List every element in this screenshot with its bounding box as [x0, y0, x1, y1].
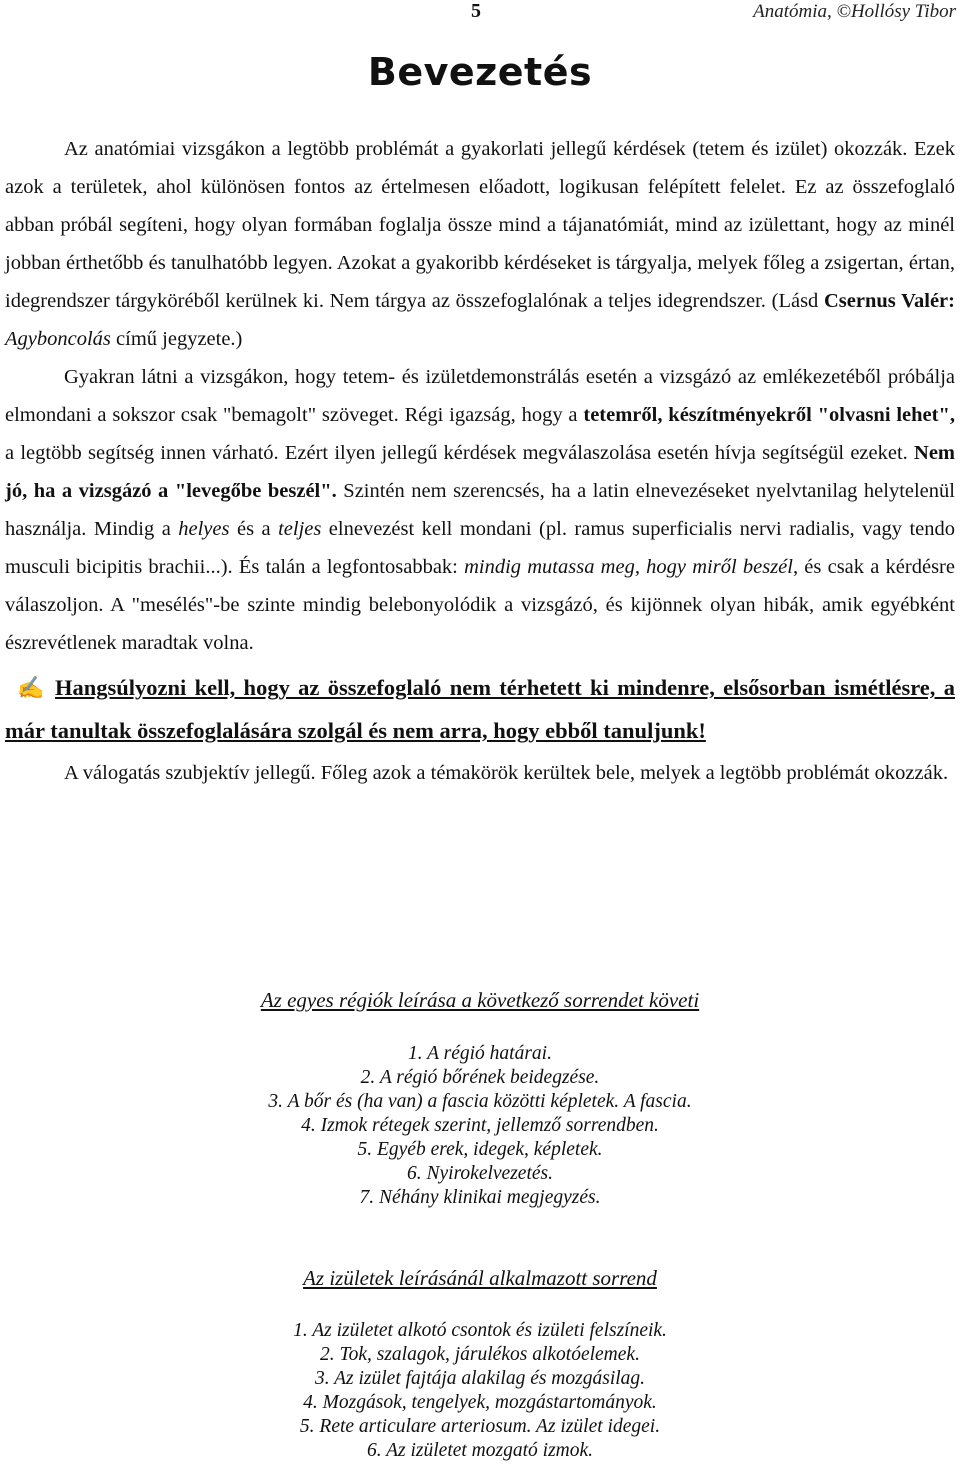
page-title: Bevezetés: [367, 50, 593, 94]
list-item: 6. Az izületet mozgató izmok.: [366, 1440, 594, 1461]
italic-phrase: mindig mutassa meg, hogy miről beszél: [464, 556, 793, 578]
list-item: 1. Az izületet alkotó csontok és izületi felszíneik.: [293, 1320, 667, 1341]
paragraph-intro: [5, 130, 955, 358]
list-item: 2. Tok, szalagok, járulékos alkotóelemek.: [320, 1344, 640, 1365]
joint-order-list: [0, 1319, 960, 1463]
region-order-list: [0, 1042, 960, 1210]
italic-word: teljes: [278, 518, 322, 540]
list-item: 6. Nyirokelvezetés.: [406, 1163, 553, 1184]
section-heading-regions: Az egyes régiók leírása a következő sorrendet követi: [260, 988, 700, 1012]
page-number: 5: [471, 0, 481, 22]
section-heading-joints: Az izületek leírásánál alkalmazott sorrend: [303, 1266, 657, 1290]
text-run: Szintén nem szerencsés, ha a latin elnevezéseket nyelvtanilag helytelenül használja. Mindig a: [5, 480, 955, 540]
running-title: Anatómia, ©Hollósy Tibor: [753, 1, 956, 22]
main-content: [5, 130, 955, 792]
text-run: című jegyzete.): [110, 328, 243, 350]
text-run: , és csak a kérdésre válaszoljon. A "mesélés"-be szinte mindig belebonyolódik a vizsgázó, és kijönnek olyan hibák, amik egyébként észrevétlenek maradtak volna.: [5, 556, 955, 654]
page-header: [0, 0, 960, 30]
emphasis-note: [5, 666, 955, 752]
book-title: Agyboncolás: [5, 328, 111, 350]
list-item: 4. Mozgások, tengelyek, mozgástartományok.: [303, 1392, 657, 1413]
list-item: 5. Egyéb erek, idegek, képletek.: [357, 1139, 603, 1160]
text-run: Az anatómiai vizsgákon a legtöbb problémát a gyakorlati jellegű kérdések (tetem és izület) okozzák. Ezek azok a területek, ahol különösen fontos az értelmesen előadott, logikusan felépített felelet. Ez az összefoglaló abban próbál segíteni, hogy olyan formában foglalja össze mind a tájanatómiát, mind az izülettant, hogy az minél jobban érthetőbb és tanulhatóbb legyen. Azokat a gyakoribb kérdéseket is tárgyalja, melyek főleg a zsigertan, értan, idegrendszer tárgyköréből kerülnek ki. Nem tárgya az összefoglalónak a teljes idegrendszer. (Lásd: [5, 138, 955, 312]
bold-phrase: Nem jó, ha a vizsgázó a "levegőbe beszél".: [5, 442, 955, 502]
emphasis-text: Hangsúlyozni kell, hogy az összefoglaló nem térhetett ki mindenre, elsősorban ismétlésre, a már tanultak összefoglalására szolgál és nem arra, hogy ebből tanuljunk!: [5, 675, 955, 743]
text-run: Gyakran látni a vizsgákon, hogy tetem- és izületdemonstrálás esetén a vizsgázó az emlékezetéből próbálja elmondani a sokszor csak "bemagolt" szöveget. Régi igazság, hogy a: [5, 366, 955, 426]
bold-phrase: tetemről, készítményekről "olvasni lehet",: [583, 404, 955, 426]
list-item: 2. A régió bőrének beidegzése.: [360, 1067, 600, 1088]
paragraph-selection: A válogatás szubjektív jellegű. Főleg azok a témakörök kerültek bele, melyek a legtöbb problémát okozzák.: [64, 762, 949, 784]
italic-word: helyes: [178, 518, 230, 540]
text-run: a legtöbb segítség innen várható. Ezért ilyen jellegű kérdések megválaszolása esetén hívja segítségül ezeket.: [5, 442, 915, 464]
list-item: 1. A régió határai.: [408, 1043, 552, 1064]
list-item: 4. Izmok rétegek szerint, jellemző sorrendben.: [301, 1115, 659, 1136]
list-item: 7. Néhány klinikai megjegyzés.: [359, 1187, 601, 1208]
writing-hand-icon: ✍: [17, 675, 45, 700]
list-item: 3. Az izület fajtája alakilag és mozgásilag.: [314, 1368, 646, 1389]
list-item: 3. A bőr és (ha van) a fascia közötti képletek. A fascia.: [268, 1091, 692, 1112]
text-run: elnevezést kell mondani (pl. ramus superficialis nervi radialis, vagy tendo musculi bicipitis brachii...). És talán a legfontosabbak:: [5, 518, 955, 578]
list-item: 5. Rete articulare arteriosum. Az izület idegei.: [299, 1416, 661, 1437]
paragraph-exam-advice: [5, 358, 955, 662]
text-run: és a: [229, 518, 279, 540]
author-name: Csernus Valér:: [824, 290, 955, 312]
